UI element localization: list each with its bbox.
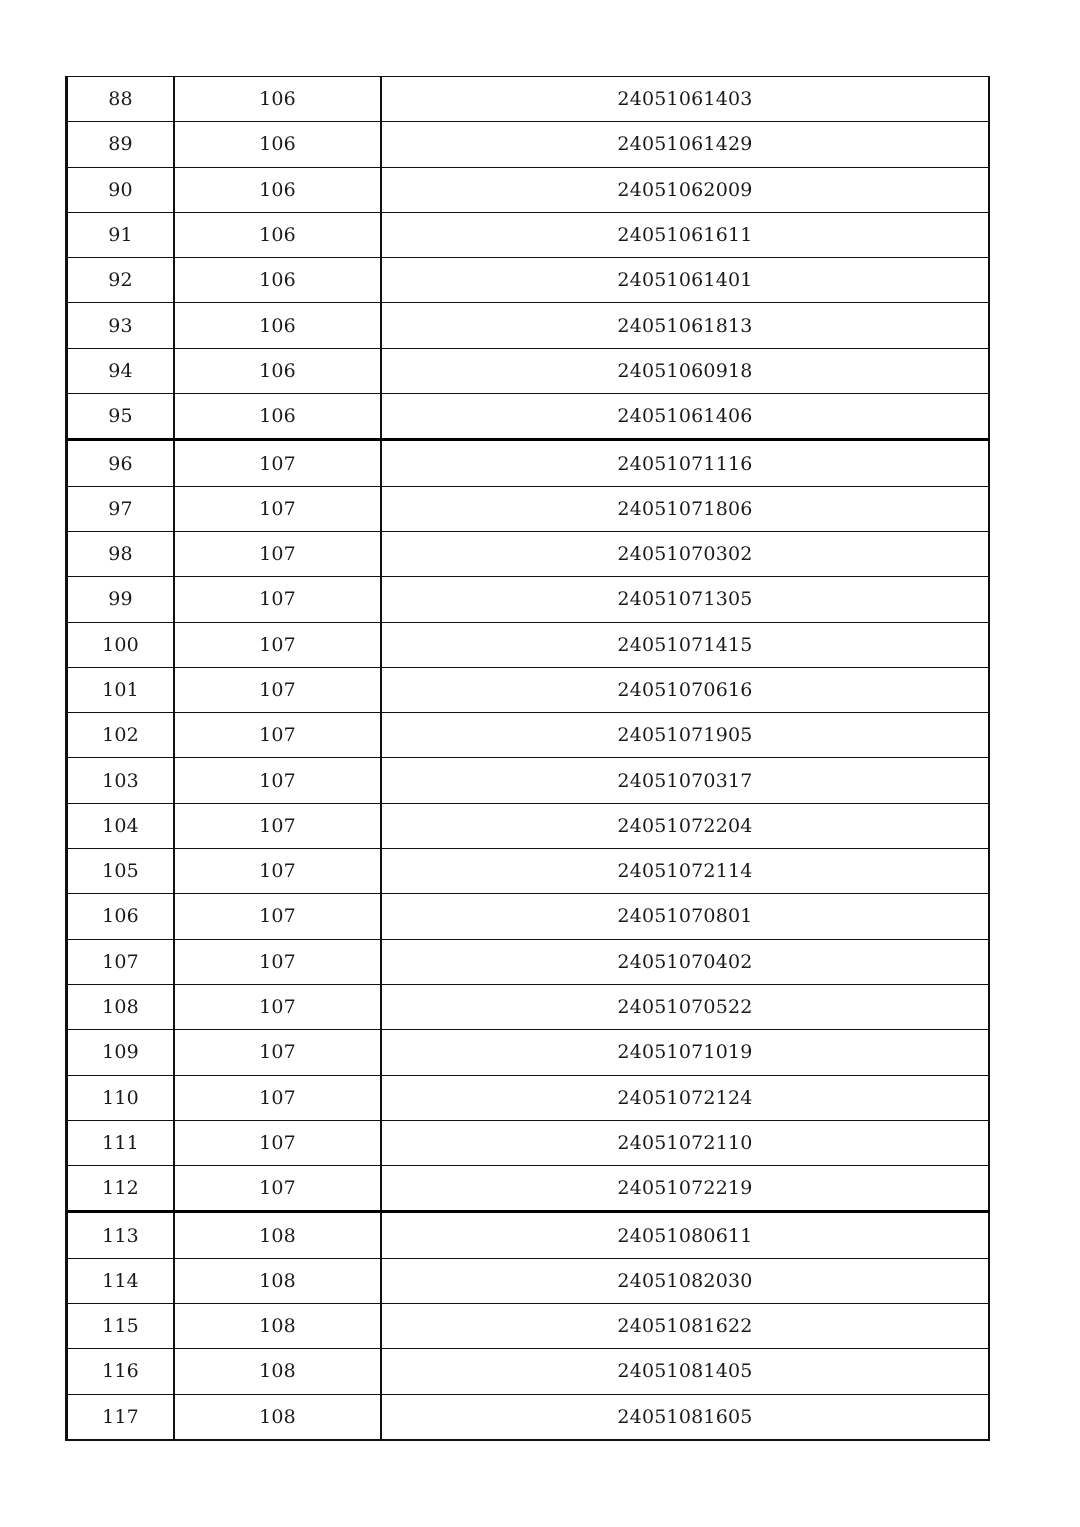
row-number: 109 <box>67 1030 175 1075</box>
candidate-id: 24051061403 <box>381 77 989 122</box>
table-row <box>67 303 990 348</box>
row-number: 115 <box>67 1304 175 1349</box>
row-number: 107 <box>67 939 175 984</box>
row-number: 92 <box>67 258 175 303</box>
candidate-id: 24051072219 <box>381 1166 989 1212</box>
row-number: 112 <box>67 1166 175 1212</box>
group-code: 106 <box>174 167 381 212</box>
table-row <box>67 939 990 984</box>
candidate-id: 24051081605 <box>381 1394 989 1440</box>
group-code: 107 <box>174 713 381 758</box>
candidate-id: 24051070801 <box>381 894 989 939</box>
table-row <box>67 1394 990 1440</box>
row-number: 103 <box>67 758 175 803</box>
table-row <box>67 758 990 803</box>
group-code: 107 <box>174 939 381 984</box>
group-code: 108 <box>174 1258 381 1303</box>
row-number: 94 <box>67 348 175 393</box>
table-row <box>67 167 990 212</box>
row-number: 96 <box>67 440 175 486</box>
row-number: 110 <box>67 1075 175 1120</box>
group-code: 106 <box>174 348 381 393</box>
table-row <box>67 1258 990 1303</box>
candidate-id: 24051082030 <box>381 1258 989 1303</box>
table-row <box>67 77 990 122</box>
table-row <box>67 713 990 758</box>
table-row <box>67 531 990 576</box>
group-code: 108 <box>174 1349 381 1394</box>
candidate-id: 24051061611 <box>381 212 989 257</box>
table-row <box>67 622 990 667</box>
group-code: 106 <box>174 258 381 303</box>
table-row <box>67 486 990 531</box>
row-number: 91 <box>67 212 175 257</box>
group-code: 107 <box>174 440 381 486</box>
candidate-id: 24051071415 <box>381 622 989 667</box>
table-row <box>67 122 990 167</box>
group-code: 107 <box>174 667 381 712</box>
table-row <box>67 1304 990 1349</box>
table-row <box>67 348 990 393</box>
candidate-id: 24051070402 <box>381 939 989 984</box>
table-row <box>67 1212 990 1258</box>
table-row <box>67 803 990 848</box>
table-row <box>67 894 990 939</box>
row-number: 89 <box>67 122 175 167</box>
row-number: 97 <box>67 486 175 531</box>
candidate-id: 24051070522 <box>381 984 989 1029</box>
table-row <box>67 440 990 486</box>
group-code: 106 <box>174 394 381 440</box>
candidate-id: 24051071806 <box>381 486 989 531</box>
group-code: 107 <box>174 894 381 939</box>
candidate-id: 24051071305 <box>381 577 989 622</box>
table-row <box>67 849 990 894</box>
group-code: 106 <box>174 303 381 348</box>
group-code: 107 <box>174 758 381 803</box>
group-code: 108 <box>174 1212 381 1258</box>
group-code: 107 <box>174 577 381 622</box>
candidate-id: 24051072204 <box>381 803 989 848</box>
row-number: 100 <box>67 622 175 667</box>
candidate-id: 24051072110 <box>381 1120 989 1165</box>
row-number: 113 <box>67 1212 175 1258</box>
row-number: 95 <box>67 394 175 440</box>
row-number: 88 <box>67 77 175 122</box>
group-code: 107 <box>174 849 381 894</box>
group-code: 107 <box>174 622 381 667</box>
row-number: 111 <box>67 1120 175 1165</box>
candidate-id: 24051070302 <box>381 531 989 576</box>
group-code: 108 <box>174 1304 381 1349</box>
table-row <box>67 1075 990 1120</box>
group-code: 107 <box>174 531 381 576</box>
candidate-id: 24051071905 <box>381 713 989 758</box>
candidate-id: 24051081405 <box>381 1349 989 1394</box>
table-row <box>67 1166 990 1212</box>
row-number: 102 <box>67 713 175 758</box>
table-row <box>67 212 990 257</box>
group-code: 108 <box>174 1394 381 1440</box>
table-body <box>67 77 990 1440</box>
results-table <box>65 76 990 1441</box>
candidate-id: 24051061429 <box>381 122 989 167</box>
group-code: 107 <box>174 1030 381 1075</box>
row-number: 108 <box>67 984 175 1029</box>
table-row <box>67 577 990 622</box>
row-number: 105 <box>67 849 175 894</box>
table-row <box>67 1030 990 1075</box>
table-row <box>67 984 990 1029</box>
row-number: 101 <box>67 667 175 712</box>
group-code: 106 <box>174 77 381 122</box>
candidate-id: 24051070616 <box>381 667 989 712</box>
group-code: 106 <box>174 122 381 167</box>
group-code: 107 <box>174 1120 381 1165</box>
row-number: 117 <box>67 1394 175 1440</box>
group-code: 107 <box>174 486 381 531</box>
candidate-id: 24051072124 <box>381 1075 989 1120</box>
candidate-id: 24051061813 <box>381 303 989 348</box>
table-row <box>67 394 990 440</box>
group-code: 106 <box>174 212 381 257</box>
candidate-id: 24051071019 <box>381 1030 989 1075</box>
table-row <box>67 1349 990 1394</box>
row-number: 106 <box>67 894 175 939</box>
group-code: 107 <box>174 1075 381 1120</box>
group-code: 107 <box>174 1166 381 1212</box>
row-number: 98 <box>67 531 175 576</box>
row-number: 99 <box>67 577 175 622</box>
candidate-id: 24051081622 <box>381 1304 989 1349</box>
table-row <box>67 667 990 712</box>
candidate-id: 24051080611 <box>381 1212 989 1258</box>
candidate-id: 24051072114 <box>381 849 989 894</box>
group-code: 107 <box>174 984 381 1029</box>
table-row <box>67 1120 990 1165</box>
candidate-id: 24051061406 <box>381 394 989 440</box>
candidate-id: 24051070317 <box>381 758 989 803</box>
table-row <box>67 258 990 303</box>
candidate-id: 24051060918 <box>381 348 989 393</box>
row-number: 90 <box>67 167 175 212</box>
candidate-id: 24051071116 <box>381 440 989 486</box>
row-number: 104 <box>67 803 175 848</box>
candidate-id: 24051062009 <box>381 167 989 212</box>
row-number: 116 <box>67 1349 175 1394</box>
candidate-id: 24051061401 <box>381 258 989 303</box>
row-number: 114 <box>67 1258 175 1303</box>
group-code: 107 <box>174 803 381 848</box>
row-number: 93 <box>67 303 175 348</box>
